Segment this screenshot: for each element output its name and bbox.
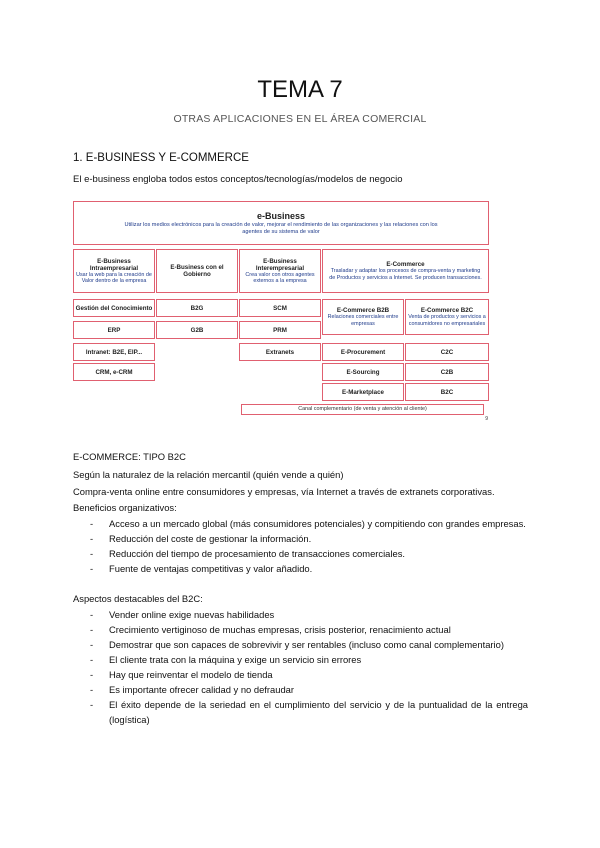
diagram-page-number: 9 xyxy=(485,416,488,422)
diagram-intra-box xyxy=(73,249,155,293)
diagram-ecommerce-desc: Trasladar y adaptar los procesos de compra-venta y marketing de Productos y servicios a Internet. Se producen transacciones. xyxy=(329,268,482,281)
diagram-ebusiness-box xyxy=(73,201,489,245)
paragraph-2: Compra-venta online entre consumidores y empresas, vía Internet a través de extranets corporativas. xyxy=(73,486,495,497)
diagram-cell: ERP xyxy=(73,321,155,339)
diagram-b2c-desc: Venta de productos y servicios a consumidores no empresariales xyxy=(408,314,486,327)
diagram-cell: CRM, e-CRM xyxy=(73,363,155,381)
list-item: - Reducción del tiempo de procesamiento de transacciones comerciales. xyxy=(90,548,405,559)
aspects-heading: Aspectos destacables del B2C: xyxy=(73,593,203,604)
diagram-cell: B2G xyxy=(156,299,238,317)
diagram-channel-label: Canal complementario (de venta y atención al cliente) xyxy=(298,406,427,413)
diagram-gov-box xyxy=(156,249,238,293)
list-item: - El cliente trata con la máquina y exige un servicio sin errores xyxy=(90,654,362,665)
diagram-ebusiness-title: e-Business xyxy=(256,211,306,222)
diagram-cell: E-Procurement xyxy=(322,343,404,361)
diagram-b2b-title: E-Commerce B2B xyxy=(336,307,390,315)
diagram-inter-desc: Crea valor con otros agentes externos a la empresa xyxy=(245,271,315,284)
diagram-cell: Intranet: B2E, EIP... xyxy=(73,343,155,361)
diagram-cell: E-Sourcing xyxy=(322,363,404,381)
list-item: - Fuente de ventajas competitivas y valor añadido. xyxy=(90,563,313,574)
list-item: - Demostrar que son capaces de sobrevivir y ser rentables (incluso como canal complementario) xyxy=(90,639,504,650)
diagram-cell: C2B xyxy=(405,363,489,381)
diagram-inter-box xyxy=(239,249,321,293)
list-item: - Reducción del coste de gestionar la información. xyxy=(90,533,312,544)
diagram-cell: Extranets xyxy=(239,343,321,361)
diagram-ebusiness-desc: Utilizar los medios electrónicos para la creación de valor, mejorar el rendimiento de las organizaciones y las relaciones con los agentes de su sistema de valor xyxy=(124,222,438,235)
diagram-b2b-box xyxy=(322,299,404,335)
diagram-intra-title: E-Business Intraempresarial xyxy=(89,257,139,272)
page-subtitle: OTRAS APLICACIONES EN EL ÁREA COMERCIAL xyxy=(173,113,427,125)
section-heading: 1. E-BUSINESS Y E-COMMERCE xyxy=(73,152,249,164)
paragraph-1: Según la naturalez de la relación mercantil (quién vende a quién) xyxy=(73,469,344,480)
benefits-list xyxy=(73,516,528,576)
diagram-cell: SCM xyxy=(239,299,321,317)
diagram-b2c-box xyxy=(405,299,489,335)
list-item: - Crecimiento vertiginoso de muchas empresas, crisis posterior, renacimiento actual xyxy=(90,624,451,635)
diagram-ecommerce-box xyxy=(322,249,489,293)
diagram-cell: B2C xyxy=(405,383,489,401)
diagram-cell: C2C xyxy=(405,343,489,361)
list-item: - Vender online exige nuevas habilidades xyxy=(90,609,275,620)
benefits-heading: Beneficios organizativos: xyxy=(73,502,177,513)
list-item: - Hay que reinventar el modelo de tienda xyxy=(90,669,273,680)
diagram-cell: G2B xyxy=(156,321,238,339)
b2c-heading: E-COMMERCE: TIPO B2C xyxy=(73,451,186,462)
diagram-b2b-desc: Relaciones comerciales entre empresas xyxy=(327,314,399,327)
diagram-cell: E-Marketplace xyxy=(322,383,404,401)
diagram-intra-desc: Usar la web para la creación de Valor dentro de la empresa xyxy=(76,271,152,284)
diagram-cell: PRM xyxy=(239,321,321,339)
diagram-inter-title: E-Business Interempresarial xyxy=(255,257,305,272)
ebusiness-diagram xyxy=(70,198,492,424)
diagram-ecommerce-title: E-Commerce xyxy=(386,261,425,269)
intro-text: El e-business engloba todos estos conceptos/tecnologías/modelos de negocio xyxy=(73,174,403,185)
list-item: - Acceso a un mercado global (más consumidores potenciales) y compitiendo con grandes empresas. xyxy=(90,518,526,529)
aspects-list xyxy=(73,607,528,727)
diagram-channel-box xyxy=(241,404,484,415)
page-title: TEMA 7 xyxy=(257,76,343,103)
diagram-gov-title: E-Business con el Gobierno xyxy=(170,264,224,278)
list-item: - El éxito depende de la seriedad en el cumplimiento del servicio y de la puntualidad de la entrega (logística) xyxy=(90,699,528,725)
list-item: - Es importante ofrecer calidad y no defraudar xyxy=(90,684,294,695)
diagram-cell: Gestión del Conocimiento xyxy=(73,299,155,317)
diagram-b2c-title: E-Commerce B2C xyxy=(420,307,474,315)
